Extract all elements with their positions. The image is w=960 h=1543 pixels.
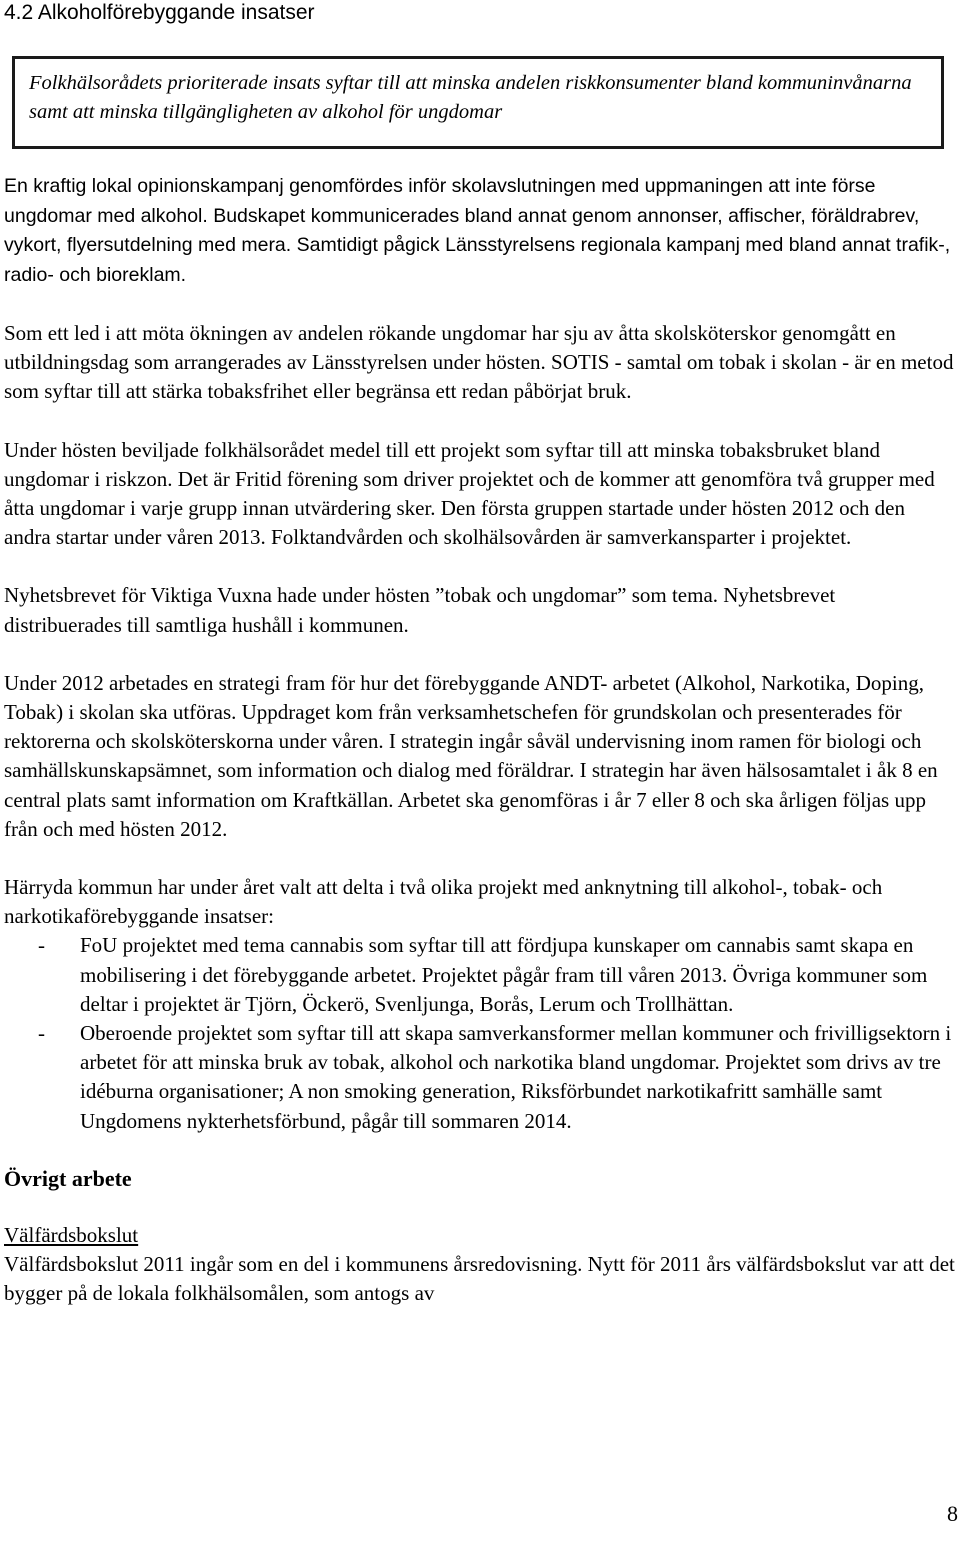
list-item [4, 931, 956, 1019]
section-heading: 4.2 Alkoholförebyggande insatser [4, 1, 315, 24]
paragraph-andt-strategy: Under 2012 arbetades en strategi fram för hur det förebyggande ANDT- arbetet (Alkohol, Narkotika, Doping, Tobak) i skolan ska utföras. Uppdraget kom från verksamhetschefen för grundskolan och presenterades för rektorerna och skolsköterskorna under våren. I strategin ingår såväl undervisning inom ramen för biologi och samhällskunskapsämnet, som information och dialog med föräldrar. I strategin har även hälsosamtalet i åk 8 en central plats samt information om Kraftkällan. Arbetet ska genomföras i år 7 eller 8 och ska årligen följas upp från och med hösten 2012. [4, 670, 938, 841]
bullet-dash: - [38, 1021, 45, 1046]
list-item-text: Oberoende projektet som syftar till att skapa samverkansformer mellan kommuner och frivilligsektorn i arbetet för att minska bruk av tobak, alkohol och narkotika bland ungdomar. Projektet som drivs av tre idéburna organisationer; A non smoking generation, Riksförbundet narkotikafritt samhälle samt Ungdomens nykterhetsförbund, pågår till sommaren 2014. [80, 1021, 952, 1133]
list-item-text: FoU projektet med tema cannabis som syftar till att fördjupa kunskaper om cannabis samt skapa en mobilisering i det förebyggande arbetet. Projektet pågår fram till våren 2013. Övriga kommuner som deltar i projektet är Tjörn, Öckerö, Svenljunga, Borås, Lerum och Trollhättan. [80, 933, 928, 1016]
projects-intro: Härryda kommun har under året valt att delta i två olika projekt med anknytning till alkohol-, tobak- och narkotikaförebyggande insatser: [4, 875, 883, 929]
goal-box: Folkhälsorådets prioriterade insats syftar till att minska andelen riskkonsumenter bland kommuninvånarna samt att minska tillgängligheten av alkohol för ungdomar [12, 56, 944, 149]
paragraph-tobacco-project: Under hösten beviljade folkhälsorådet medel till ett projekt som syftar till att minska tobaksbruket bland ungdomar i riskzon. Det är Fritid förening som driver projektet och de kommer att genomföra två grupper med åtta ungdomar i varje grupp innan utvärdering sker. Den första gruppen startade under hösten 2012 och den andra startar under våren 2013. Folktandvården och skolhälsovården är samverkansparter i projektet. [4, 437, 935, 550]
campaign-paragraph: En kraftig lokal opinionskampanj genomfördes inför skolavslutningen med uppmaningen att inte förse ungdomar med alkohol. Budskapet kommunicerades bland annat genom annonser, affischer, föräldrabrev, vykort, flyersutdelning med mera. Samtidigt pågick Länsstyrelsens regionala kampanj med bland annat trafik-, radio- och bioreklam. [4, 175, 951, 286]
document-page [4, 0, 956, 1308]
welfare-paragraph: Välfärdsbokslut 2011 ingår som en del i kommunens årsredovisning. Nytt för 2011 års välfärdsbokslut var att det bygger på de lokala folkhälsomålen, som antogs av [4, 1252, 955, 1306]
list-item [4, 1019, 956, 1136]
other-work-heading: Övrigt arbete [4, 1165, 132, 1191]
bullet-dash: - [38, 933, 45, 958]
page-number: 8 [947, 1501, 958, 1526]
welfare-heading: Välfärdsbokslut [4, 1222, 139, 1247]
paragraph-newsletter: Nyhetsbrevet för Viktiga Vuxna hade under hösten ”tobak och ungdomar” som tema. Nyhetsbrevet distribuerades till samtliga hushåll i kommunen. [4, 583, 836, 637]
paragraph-school-nurses: Som ett led i att möta ökningen av andelen rökande ungdomar har sju av åtta skolsköterskor genomgått en utbildningsdag som arrangerades av Länsstyrelsen under hösten. SOTIS - samtal om tobak i skolan - är en metod som syftar till att stärka tobaksfrihet eller begränsa ett redan påbörjat bruk. [4, 321, 954, 404]
projects-list [4, 931, 956, 1135]
